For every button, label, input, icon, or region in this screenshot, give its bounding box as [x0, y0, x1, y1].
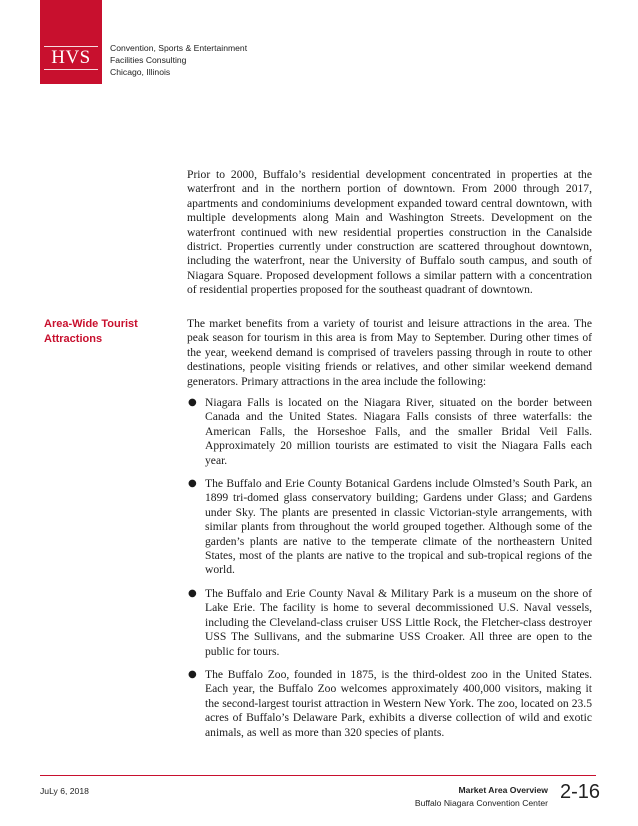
hvs-logo: [40, 0, 102, 84]
footer-report-title: Buffalo Niagara Convention Center: [414, 798, 548, 808]
page-number: 2-16: [560, 781, 601, 803]
attractions-list: [187, 396, 592, 749]
list-item: [187, 396, 592, 468]
list-item: [187, 668, 592, 740]
list-item-text: The Buffalo Zoo, founded in 1875, is the third-oldest zoo in the United States. Each year, the Buffalo Zoo welcomes approximately 400,000 visitors, making it the second-largest tourist attraction in Western New York. The zoo, located on 23.5 acres of Buffalo’s Delaware Park, exhibits a diverse collection of wild and exotic animals, as well as more than 320 species of plants.: [205, 667, 592, 739]
footer-titles: [415, 784, 548, 810]
section-paragraph: The market benefits from a variety of tourist and leisure attractions in the area. The peak season for tourism in this area is from May to September. During other times of the year, weekend demand is comprised of travelers passing through in route to other destinations, people visiting friends or relatives, and other similar weekend demand generators. Primary attractions in the area include the following:: [187, 317, 592, 388]
bullet-icon: ●: [188, 587, 197, 599]
company-info: [110, 42, 247, 78]
section-heading: Area-Wide Tourist Attractions: [44, 318, 138, 345]
footer-date: JuLy 6, 2018: [40, 786, 89, 796]
footer-divider: [40, 775, 596, 776]
bullet-icon: ●: [188, 397, 197, 408]
logo-text: HVS: [44, 46, 98, 70]
footer-section-title: Market Area Overview: [458, 785, 548, 795]
list-item-text: The Buffalo and Erie County Botanical Gardens include Olmsted’s South Park, an 1899 tri-domed glass conservatory building; Gardens under Glass; and Gardens under Sky. The plants are presented in classic Victorian-style arrangements, with similar plants from throughout the world grouped together. Although some of the garden’s plants are native to the temperate climate of the northeastern United States, most of the plants are native to the tropical and sub-tropical regions of the world.: [205, 477, 592, 577]
list-item: [187, 587, 592, 659]
bullet-icon: ●: [188, 668, 197, 680]
list-item-text: The Buffalo and Erie County Naval & Military Park is a museum on the shore of Lake Erie. The facility is home to several decommissioned U.S. Naval vessels, including the Cleveland-class cruiser USS Little Rock, the Fletcher-class destroyer USS The Sullivans, and the submarine USS Croaker. All three are open to the public for tours.: [205, 586, 592, 658]
company-line-2: Facilities Consulting: [110, 55, 187, 65]
list-item: [187, 477, 592, 578]
bullet-icon: ●: [188, 478, 197, 490]
company-line-3: Chicago, Illinois: [110, 67, 171, 77]
company-line-1: Convention, Sports & Entertainment: [110, 43, 248, 53]
intro-paragraph: Prior to 2000, Buffalo’s residential development concentrated in properties at the waterfront and in the northern portion of downtown. From 2000 through 2017, apartments and condominiums development expanded toward central downtown, with multiple developments along Main and Washington Streets. Development on the waterfront continued with new residential properties construction in the Canalside district. Properties currently under construction are scattered throughout downtown, including the waterfront, near the University of Buffalo south campus, and south of Niagara Square. Proposed development follows a similar pattern with a concentration of residential properties proposed for the southeast quadrant of downtown.: [187, 168, 592, 297]
list-item-text: Niagara Falls is located on the Niagara River, situated on the border between Canada and the United States. Niagara Falls consists of three waterfalls: the American Falls, the Horseshoe Falls, and the smaller Bridal Veil Falls. Approximately 20 million tourists are estimated to visit the Niagara Falls each year.: [205, 396, 592, 467]
